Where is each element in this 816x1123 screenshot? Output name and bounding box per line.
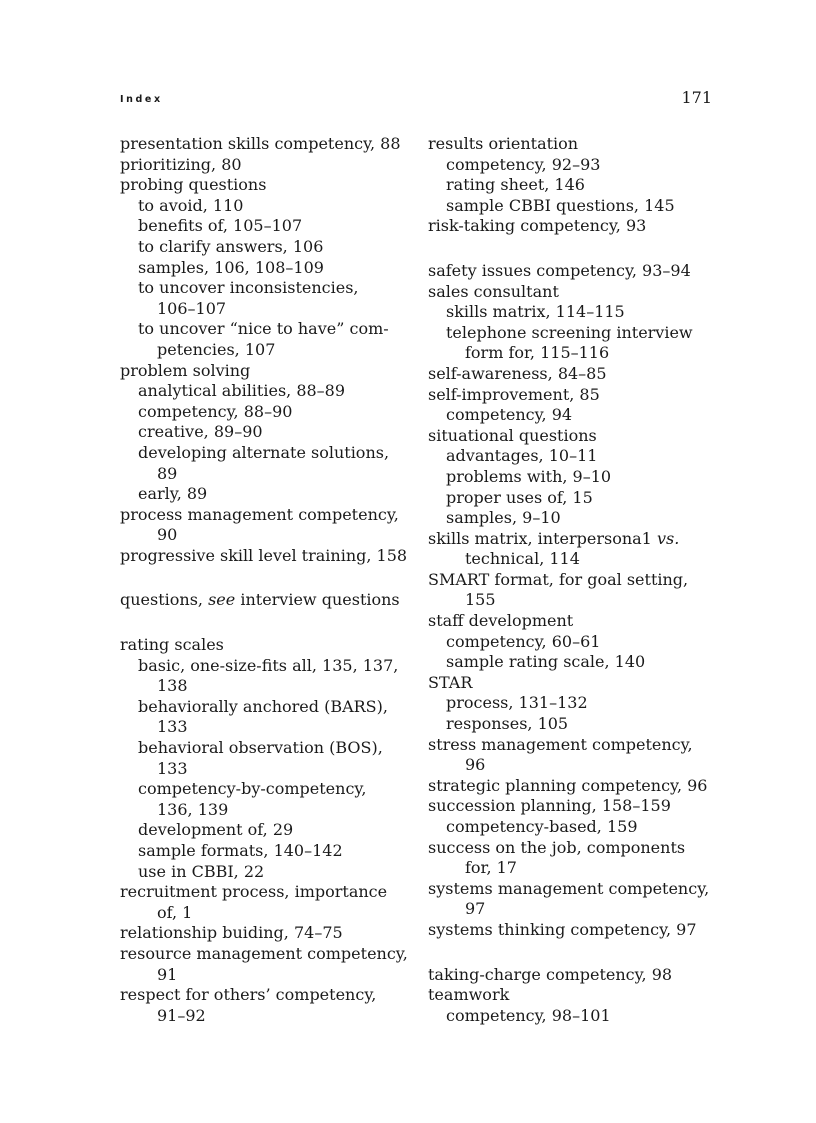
entry-text: samples, 9–10 bbox=[446, 508, 561, 528]
entry-text: self-improvement, 85 bbox=[428, 384, 600, 404]
index-entry bbox=[428, 985, 728, 1006]
entry-text: behaviorally anchored (BARS), bbox=[138, 696, 388, 716]
entry-text: probing questions bbox=[120, 175, 267, 195]
entry-text: questions, bbox=[120, 590, 209, 610]
entry-text: proper uses of, 15 bbox=[446, 487, 593, 507]
entry-text: basic, one-size-fits all, 135, 137, bbox=[138, 655, 399, 675]
index-entry bbox=[120, 134, 418, 155]
entry-text: competency, 98–101 bbox=[446, 1005, 611, 1025]
index-subentry bbox=[428, 693, 728, 714]
entry-text: SMART format, for goal setting, bbox=[428, 569, 689, 589]
index-entry bbox=[428, 879, 728, 900]
entry-text: stress management competency, bbox=[428, 734, 693, 754]
entry-text: 96 bbox=[465, 755, 486, 775]
entry-text: problem solving bbox=[120, 360, 251, 380]
index-entry bbox=[428, 426, 728, 447]
entry-gap bbox=[428, 941, 728, 965]
entry-text: safety issues competency, 93–94 bbox=[428, 260, 691, 280]
entry-text: of, 1 bbox=[157, 902, 193, 922]
index-entry bbox=[428, 261, 728, 282]
index-subentry bbox=[428, 817, 728, 838]
index-subentry bbox=[120, 258, 418, 279]
index-entry bbox=[428, 216, 728, 237]
index-subentry bbox=[120, 381, 418, 402]
index-entry bbox=[428, 776, 728, 797]
index-subentry bbox=[428, 488, 728, 509]
index-subentry bbox=[120, 820, 418, 841]
entry-text: competency-by-competency, bbox=[138, 779, 367, 799]
entry-text: 97 bbox=[465, 899, 486, 919]
index-entry bbox=[428, 735, 728, 756]
entry-italic: see bbox=[208, 590, 236, 610]
entry-text: systems thinking competency, 97 bbox=[428, 919, 697, 939]
entry-text: teamwork bbox=[428, 985, 510, 1005]
entry-text: competency-based, 159 bbox=[446, 817, 638, 836]
entry-text: progressive skill level training, 158 bbox=[120, 545, 408, 565]
entry-text: for, 17 bbox=[465, 858, 517, 878]
entry-text: rating sheet, 146 bbox=[446, 175, 585, 195]
index-subentry bbox=[428, 405, 728, 426]
index-entry bbox=[428, 920, 728, 941]
entry-text: samples, 106, 108–109 bbox=[138, 257, 324, 277]
index-continuation bbox=[120, 965, 418, 986]
entry-text: prioritizing, 80 bbox=[120, 154, 242, 174]
entry-text: creative, 89–90 bbox=[138, 422, 263, 442]
entry-text: sample formats, 140–142 bbox=[138, 841, 343, 860]
index-continuation bbox=[120, 464, 418, 485]
index-subentry bbox=[428, 714, 728, 735]
entry-text: skills matrix, interpersona1 bbox=[428, 528, 657, 548]
entry-text: systems management competency, bbox=[428, 878, 710, 898]
index-entry bbox=[120, 546, 418, 567]
running-head: Index bbox=[120, 94, 163, 105]
index-continuation bbox=[428, 343, 728, 364]
entry-text: results orientation bbox=[428, 134, 579, 153]
entry-text: sample CBBI questions, 145 bbox=[446, 195, 675, 215]
entry-text: 91 bbox=[157, 964, 178, 984]
index-subentry bbox=[120, 216, 418, 237]
entry-text: petencies, 107 bbox=[157, 339, 276, 359]
entry-text: developing alternate solutions, bbox=[138, 442, 390, 462]
index-continuation bbox=[428, 590, 728, 611]
index-continuation bbox=[120, 800, 418, 821]
index-column-right bbox=[428, 134, 728, 1026]
index-subentry bbox=[428, 155, 728, 176]
index-continuation bbox=[428, 899, 728, 920]
entry-text: 106–107 bbox=[157, 298, 227, 318]
entry-text: competency, 94 bbox=[446, 405, 573, 425]
entry-text: 133 bbox=[157, 717, 188, 737]
index-entry bbox=[120, 505, 418, 526]
index-subentry bbox=[120, 841, 418, 862]
index-entry bbox=[428, 965, 728, 986]
index-continuation bbox=[120, 717, 418, 738]
index-continuation bbox=[120, 676, 418, 697]
index-entry bbox=[428, 134, 728, 155]
entry-text: 155 bbox=[465, 590, 496, 610]
index-entry bbox=[428, 529, 728, 550]
index-entry bbox=[120, 361, 418, 382]
entry-text: succession planning, 158–159 bbox=[428, 796, 671, 816]
entry-text: relationship buiding, 74–75 bbox=[120, 923, 343, 943]
entry-text: process management competency, bbox=[120, 504, 399, 524]
index-continuation bbox=[120, 903, 418, 924]
entry-text: behavioral observation (BOS), bbox=[138, 738, 383, 758]
entry-gap bbox=[428, 237, 728, 261]
entry-text: strategic planning competency, 96 bbox=[428, 775, 708, 795]
entry-text: analytical abilities, 88–89 bbox=[138, 381, 346, 401]
entry-gap bbox=[120, 611, 418, 635]
index-entry bbox=[120, 985, 418, 1006]
index-entry bbox=[428, 385, 728, 406]
entry-text: success on the job, components bbox=[428, 837, 686, 857]
entry-text: resource management competency, bbox=[120, 943, 408, 963]
index-subentry bbox=[120, 862, 418, 883]
index-entry bbox=[120, 923, 418, 944]
entry-text: 136, 139 bbox=[157, 799, 229, 819]
index-subentry bbox=[428, 508, 728, 529]
entry-text: sales consultant bbox=[428, 281, 559, 301]
index-subentry bbox=[428, 175, 728, 196]
entry-text: form for, 115–116 bbox=[465, 343, 610, 363]
index-continuation bbox=[428, 549, 728, 570]
index-continuation bbox=[120, 340, 418, 361]
entry-text: early, 89 bbox=[138, 484, 208, 504]
index-subentry bbox=[428, 196, 728, 217]
entry-text: process, 131–132 bbox=[446, 693, 588, 713]
entry-text: telephone screening interview bbox=[446, 322, 693, 342]
entry-text: competency, 92–93 bbox=[446, 154, 601, 174]
index-column-left bbox=[120, 134, 418, 1026]
entry-text: situational questions bbox=[428, 425, 597, 445]
index-continuation bbox=[120, 1006, 418, 1027]
entry-text: respect for others’ competency, bbox=[120, 985, 377, 1005]
index-entry bbox=[120, 175, 418, 196]
index-entry bbox=[428, 364, 728, 385]
index-subentry bbox=[428, 652, 728, 673]
index-subentry bbox=[120, 196, 418, 217]
entry-text: STAR bbox=[428, 672, 473, 692]
entry-text: risk-taking competency, 93 bbox=[428, 216, 647, 236]
index-entry bbox=[428, 796, 728, 817]
entry-text: skills matrix, 114–115 bbox=[446, 302, 625, 322]
entry-text: benefits of, 105–107 bbox=[138, 216, 303, 236]
index-subentry bbox=[120, 237, 418, 258]
entry-text: 89 bbox=[157, 463, 178, 483]
entry-text: use in CBBI, 22 bbox=[138, 861, 265, 881]
index-entry bbox=[428, 673, 728, 694]
entry-text: sample rating scale, 140 bbox=[446, 652, 646, 672]
entry-text: 90 bbox=[157, 525, 178, 545]
index-subentry bbox=[120, 402, 418, 423]
index-entry bbox=[120, 944, 418, 965]
index-entry bbox=[428, 282, 728, 303]
entry-text: staff development bbox=[428, 611, 574, 631]
entry-text: 91–92 bbox=[157, 1005, 206, 1025]
index-subentry bbox=[120, 738, 418, 759]
entry-text: recruitment process, importance bbox=[120, 882, 388, 902]
entry-text: advantages, 10–11 bbox=[446, 446, 598, 466]
page-number: 171 bbox=[681, 88, 712, 107]
index-continuation bbox=[120, 759, 418, 780]
index-subentry bbox=[120, 319, 418, 340]
index-subentry bbox=[120, 422, 418, 443]
entry-text: 133 bbox=[157, 758, 188, 778]
entry-text: 138 bbox=[157, 676, 188, 696]
index-continuation bbox=[120, 525, 418, 546]
entry-text: competency, 60–61 bbox=[446, 631, 601, 651]
index-subentry bbox=[428, 446, 728, 467]
index-entry bbox=[428, 570, 728, 591]
index-subentry bbox=[120, 484, 418, 505]
entry-text: problems with, 9–10 bbox=[446, 466, 612, 486]
entry-text: competency, 88–90 bbox=[138, 401, 293, 421]
entry-text: technical, 114 bbox=[465, 549, 580, 569]
index-entry bbox=[120, 590, 418, 611]
index-subentry bbox=[428, 1006, 728, 1027]
index-subentry bbox=[428, 467, 728, 488]
index-continuation bbox=[120, 299, 418, 320]
index-continuation bbox=[428, 858, 728, 879]
index-subentry bbox=[120, 697, 418, 718]
index-subentry bbox=[120, 443, 418, 464]
entry-text-rest: interview questions bbox=[235, 590, 400, 610]
index-entry bbox=[120, 155, 418, 176]
entry-text: taking-charge competency, 98 bbox=[428, 964, 673, 984]
entry-text: to uncover “nice to have” com- bbox=[138, 319, 389, 339]
index-entry bbox=[428, 838, 728, 859]
entry-text: presentation skills competency, 88 bbox=[120, 134, 401, 153]
index-subentry bbox=[120, 278, 418, 299]
index-subentry bbox=[428, 302, 728, 323]
index-entry bbox=[120, 635, 418, 656]
index-subentry bbox=[428, 632, 728, 653]
entry-text: rating scales bbox=[120, 635, 224, 655]
entry-text: responses, 105 bbox=[446, 714, 569, 734]
entry-gap bbox=[120, 566, 418, 590]
entry-italic: vs. bbox=[656, 528, 680, 548]
index-subentry bbox=[120, 656, 418, 677]
entry-text: to avoid, 110 bbox=[138, 195, 244, 215]
index-subentry bbox=[428, 323, 728, 344]
index-entry bbox=[428, 611, 728, 632]
index-entry bbox=[120, 882, 418, 903]
entry-text: to uncover inconsistencies, bbox=[138, 278, 359, 298]
index-continuation bbox=[428, 755, 728, 776]
entry-text: development of, 29 bbox=[138, 820, 294, 840]
index-subentry bbox=[120, 779, 418, 800]
entry-text: to clarify answers, 106 bbox=[138, 236, 324, 256]
entry-text: self-awareness, 84–85 bbox=[428, 363, 607, 383]
